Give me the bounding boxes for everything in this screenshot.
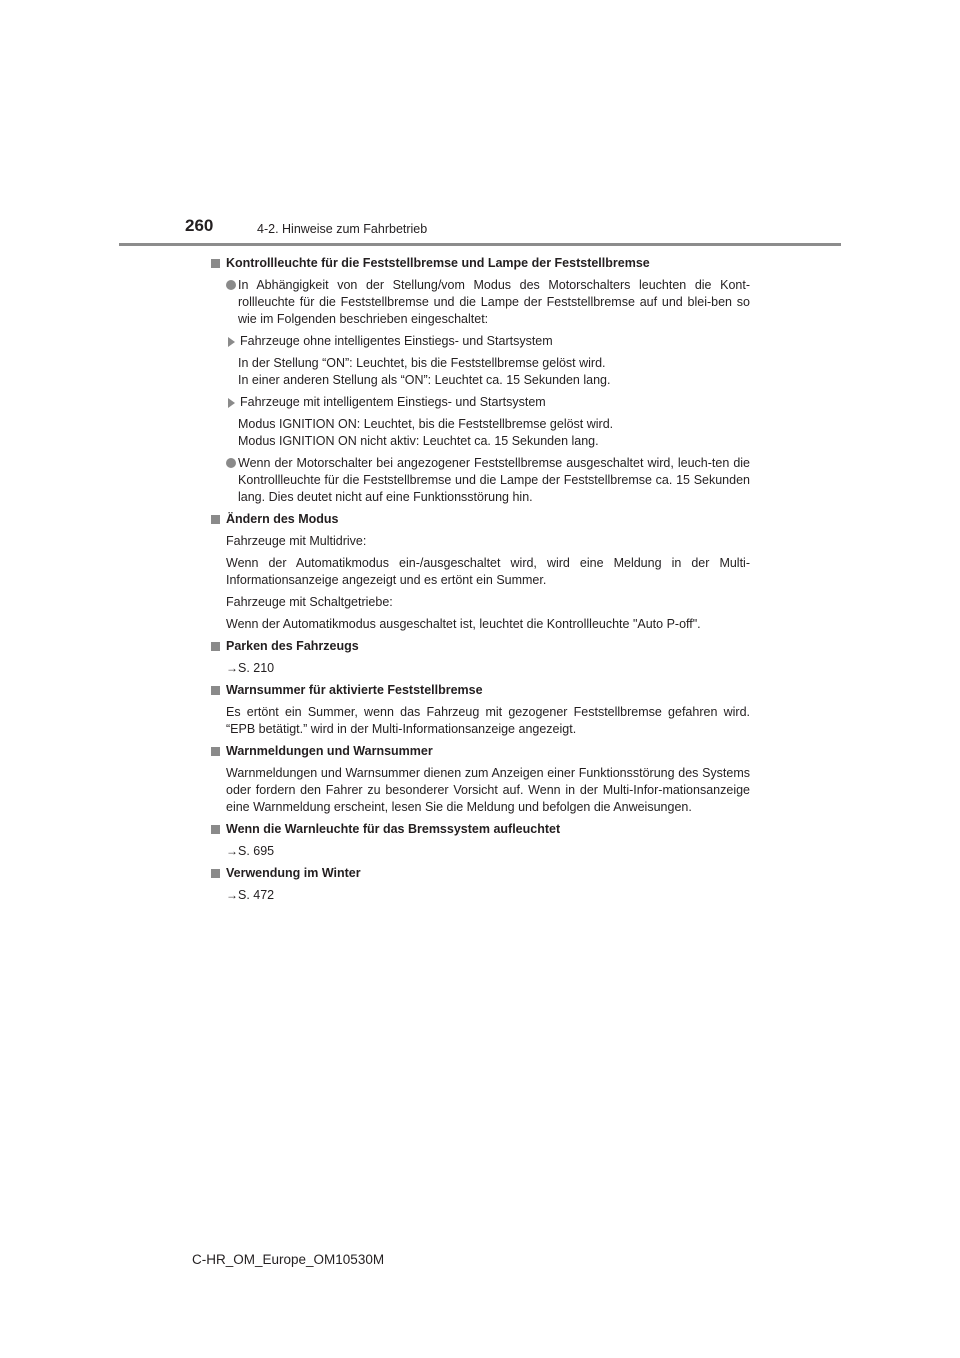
page-reference[interactable] bbox=[210, 887, 750, 904]
heading-text: Ändern des Modus bbox=[226, 512, 339, 526]
paragraph: Wenn der Automatikmodus ausgeschaltet ist, leuchtet die Kontrollleuchte "Auto P-off". bbox=[226, 617, 701, 631]
page-number: 260 bbox=[185, 216, 214, 235]
content bbox=[210, 255, 750, 909]
triangle-bullet-icon bbox=[228, 398, 235, 408]
section-warnleuchte bbox=[210, 821, 750, 860]
bullet-item bbox=[210, 455, 750, 506]
sub-item bbox=[210, 394, 750, 411]
reference-text: S. 695 bbox=[238, 844, 275, 858]
detail-line: Modus IGNITION ON: Leuchtet, bis die Feststellbremse gelöst wird. bbox=[238, 417, 614, 431]
heading-text: Verwendung im Winter bbox=[226, 866, 361, 880]
section-heading bbox=[210, 255, 750, 272]
section-warnmeldungen bbox=[210, 743, 750, 816]
detail-line: In einer anderen Stellung als “ON”: Leuchtet ca. 15 Sekunden lang. bbox=[238, 373, 611, 387]
heading-text: Kontrollleuchte für die Feststellbremse und Lampe der Feststellbremse bbox=[226, 256, 650, 270]
paragraph: Fahrzeuge mit Schaltgetriebe: bbox=[226, 595, 393, 609]
bullet-text: Wenn der Motorschalter bei angezogener Feststellbremse ausgeschaltet wird, leuch-ten die Kontrollleuchte für die Feststellbremse und die Lampe der Feststellbremse ca. 15 Sekunden lang. Dies deutet nicht auf eine Funktionsstörung hin. bbox=[238, 456, 750, 504]
section-title: 4-2. Hinweise zum Fahrbetrieb bbox=[257, 222, 428, 236]
square-bullet-icon bbox=[211, 515, 220, 524]
detail-line: Modus IGNITION ON nicht aktiv: Leuchtet ca. 15 Sekunden lang. bbox=[238, 434, 599, 448]
arrow-right-icon: → bbox=[226, 844, 238, 858]
paragraph: Fahrzeuge mit Multidrive: bbox=[226, 534, 367, 548]
heading-text: Parken des Fahrzeugs bbox=[226, 639, 359, 653]
arrow-right-icon: → bbox=[226, 661, 238, 675]
section-heading bbox=[210, 511, 750, 528]
circle-bullet-icon bbox=[226, 458, 236, 468]
paragraph: Es ertönt ein Summer, wenn das Fahrzeug mit gezogener Feststellbremse gefahren wird. “EPB betätigt.” wird in der Multi-Informationsanzeige angezeigt. bbox=[226, 705, 750, 736]
sub-details bbox=[210, 416, 750, 450]
square-bullet-icon bbox=[211, 259, 220, 268]
sub-item bbox=[210, 333, 750, 350]
document-id: C-HR_OM_Europe_OM10530M bbox=[192, 1252, 385, 1267]
section-heading bbox=[210, 743, 750, 760]
page-reference[interactable] bbox=[210, 660, 750, 677]
heading-text: Warnmeldungen und Warnsummer bbox=[226, 744, 433, 758]
square-bullet-icon bbox=[211, 642, 220, 651]
page-reference[interactable] bbox=[210, 843, 750, 860]
circle-bullet-icon bbox=[226, 280, 236, 290]
paragraph: Warnmeldungen und Warnsummer dienen zum Anzeigen einer Funktionsstörung des Systems oder fordern den Fahrer zu besonderer Vorsicht auf. Wenn in der Multi-Infor-mationsanzeige eine Warnmeldung erscheint, lesen Sie die Meldung und befolgen die Anweisungen. bbox=[226, 766, 750, 814]
detail-line: In der Stellung “ON”: Leuchtet, bis die Feststellbremse gelöst wird. bbox=[238, 356, 606, 370]
section-warnsummer bbox=[210, 682, 750, 738]
header-rule bbox=[119, 243, 841, 246]
sub-label: Fahrzeuge mit intelligentem Einstiegs- und Startsystem bbox=[240, 395, 546, 409]
reference-text: S. 472 bbox=[238, 888, 275, 902]
section-heading bbox=[210, 821, 750, 838]
bullet-item bbox=[210, 277, 750, 328]
section-heading bbox=[210, 682, 750, 699]
section-kontrollleuchte bbox=[210, 255, 750, 506]
section-modus bbox=[210, 511, 750, 633]
heading-text: Warnsummer für aktivierte Feststellbremse bbox=[226, 683, 483, 697]
square-bullet-icon bbox=[211, 747, 220, 756]
square-bullet-icon bbox=[211, 869, 220, 878]
square-bullet-icon bbox=[211, 686, 220, 695]
paragraph: Wenn der Automatikmodus ein-/ausgeschaltet wird, wird eine Meldung in der Multi-Informationsanzeige angezeigt und es ertönt ein Summer. bbox=[226, 556, 750, 587]
reference-text: S. 210 bbox=[238, 661, 275, 675]
arrow-right-icon: → bbox=[226, 888, 238, 902]
section-heading bbox=[210, 865, 750, 882]
sub-label: Fahrzeuge ohne intelligentes Einstiegs- und Startsystem bbox=[240, 334, 553, 348]
section-heading bbox=[210, 638, 750, 655]
square-bullet-icon bbox=[211, 825, 220, 834]
bullet-text: In Abhängigkeit von der Stellung/vom Modus des Motorschalters leuchten die Kont-rollleuchte für die Feststellbremse und die Lampe der Feststellbremse auf und blei-ben so wie im Folgenden beschrieben eingeschaltet: bbox=[238, 278, 750, 326]
heading-text: Wenn die Warnleuchte für das Bremssystem aufleuchtet bbox=[226, 822, 561, 836]
section-winter bbox=[210, 865, 750, 904]
section-parken bbox=[210, 638, 750, 677]
triangle-bullet-icon bbox=[228, 337, 235, 347]
sub-details bbox=[210, 355, 750, 389]
